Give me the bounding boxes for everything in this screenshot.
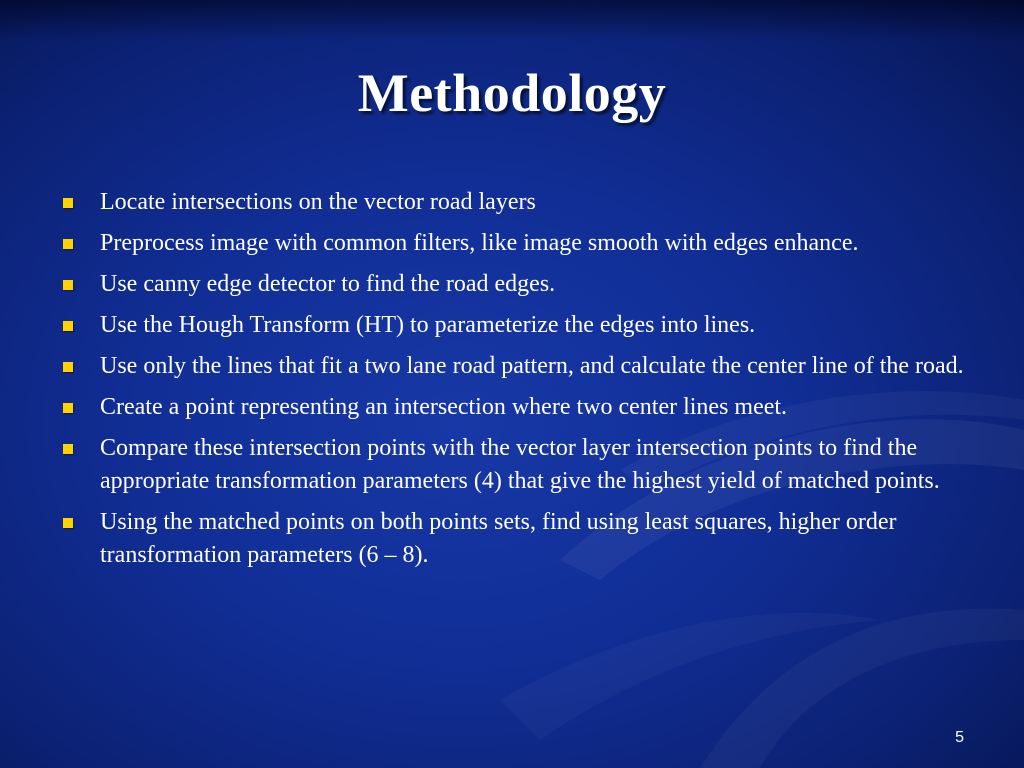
- bullet-item: [60, 268, 970, 301]
- bullet-text: Use only the lines that fit a two lane road pattern, and calculate the center line of the road.: [100, 353, 964, 379]
- bullet-item: [60, 350, 970, 383]
- page-number: 5: [955, 729, 964, 746]
- square-bullet-icon: [63, 280, 73, 290]
- bullet-text: Create a point representing an intersection where two center lines meet.: [100, 394, 788, 420]
- bullet-text: Compare these intersection points with the vector layer intersection points to find the appropriate transformation parameters (4) that give the highest yield of matched points.: [100, 435, 940, 494]
- square-bullet-icon: [63, 518, 73, 528]
- bullet-item: [60, 506, 970, 572]
- square-bullet-icon: [63, 239, 73, 249]
- bullet-item: [60, 391, 970, 424]
- square-bullet-icon: [63, 444, 73, 454]
- bullet-text: Preprocess image with common filters, like image smooth with edges enhance.: [100, 230, 859, 256]
- bullet-text: Use canny edge detector to find the road edges.: [100, 271, 556, 297]
- bullet-item: [60, 227, 970, 260]
- bullet-list: [60, 186, 970, 580]
- square-bullet-icon: [63, 362, 73, 372]
- bullet-text: Locate intersections on the vector road layers: [100, 189, 536, 215]
- bullet-text: Using the matched points on both points sets, find using least squares, higher order transformation parameters (6 – 8).: [100, 509, 897, 568]
- square-bullet-icon: [63, 198, 73, 208]
- bullet-item: [60, 432, 970, 498]
- bullet-text: Use the Hough Transform (HT) to parameterize the edges into lines.: [100, 312, 756, 338]
- bullet-item: [60, 186, 970, 219]
- square-bullet-icon: [63, 403, 73, 413]
- slide-title: Methodology: [357, 63, 667, 123]
- bullet-item: [60, 309, 970, 342]
- square-bullet-icon: [63, 321, 73, 331]
